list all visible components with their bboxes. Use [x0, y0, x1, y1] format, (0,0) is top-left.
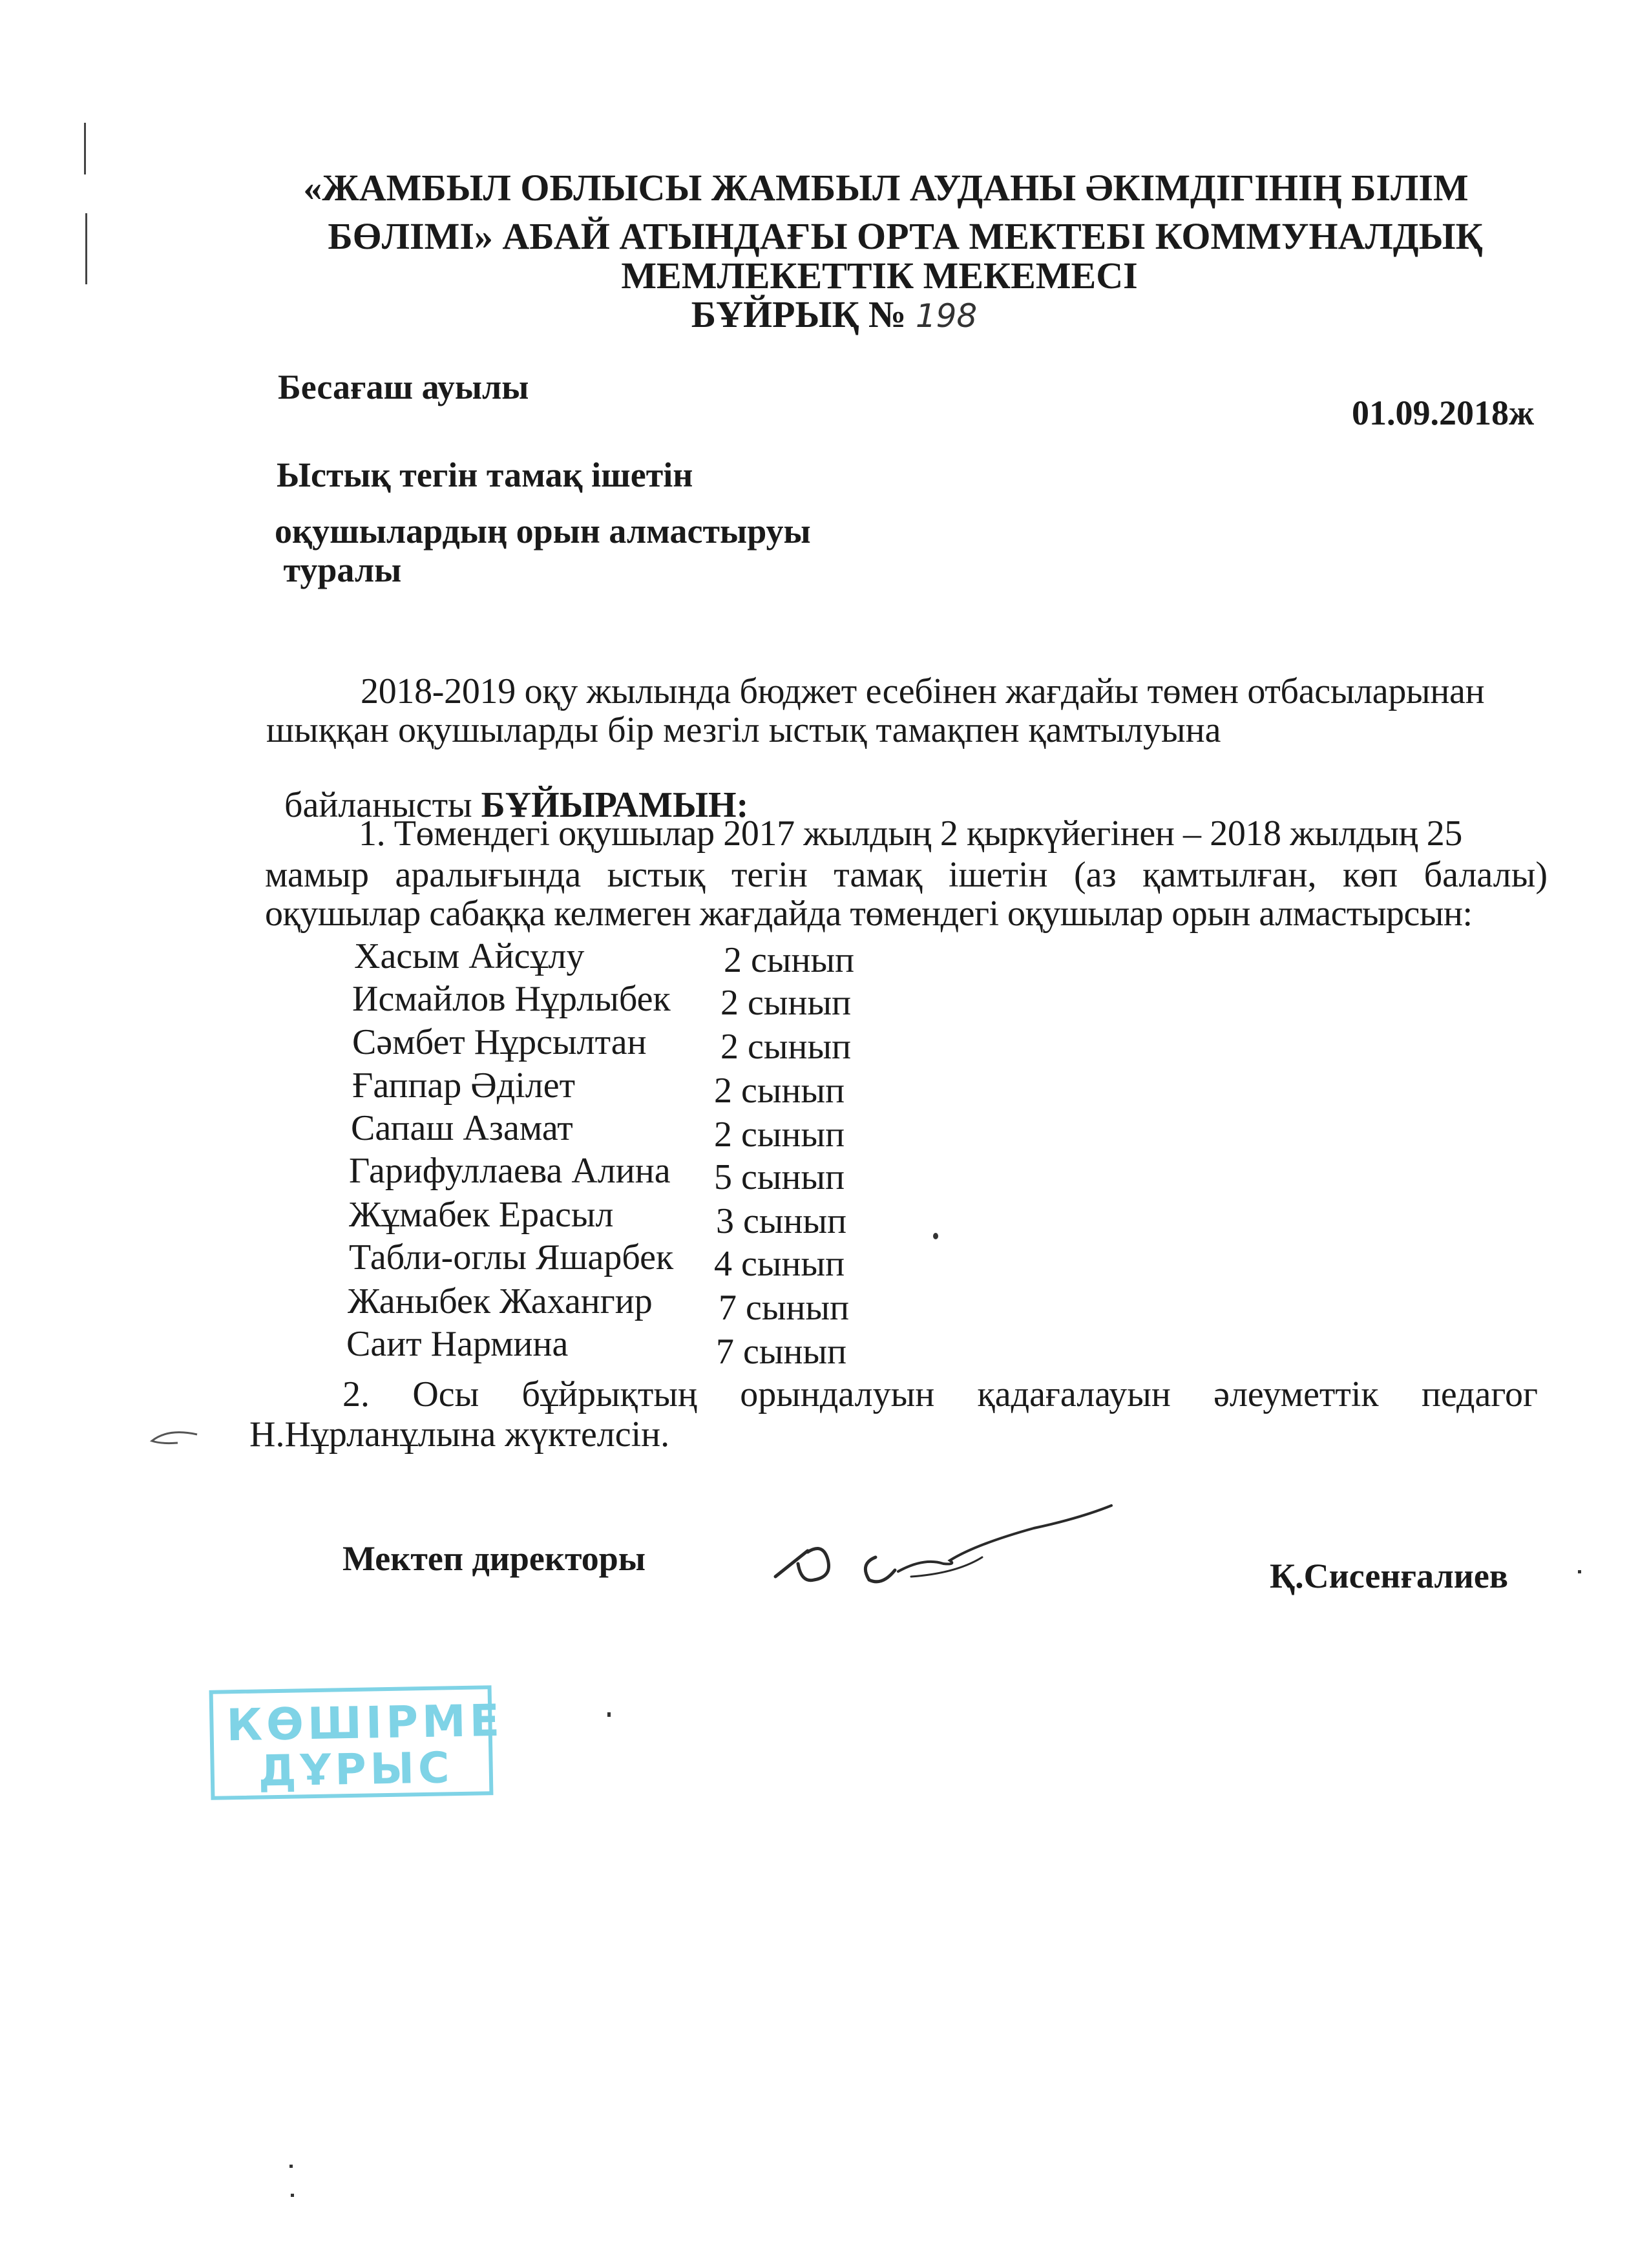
point-1-line-2 [265, 857, 1548, 893]
order-date: 01.09.2018ж [1352, 394, 1535, 432]
scan-dot [1578, 1570, 1581, 1573]
student-class: 2 сынып [724, 940, 855, 980]
point-1-line-1: 1. Төмендегі оқушылар 2017 жылдың 2 қыркүйегінен – 2018 жылдың 25 [359, 814, 1462, 854]
word: (аз [1073, 855, 1117, 895]
student-class: 2 сынып [720, 983, 852, 1023]
word: мамыр [265, 855, 369, 895]
word: әлеуметтік [1213, 1374, 1379, 1414]
subject-line-3: туралы [275, 551, 402, 589]
word: көп [1342, 855, 1398, 895]
order-directive: БҰЙЫРАМЫН: [481, 785, 749, 825]
student-class: 7 сынып [716, 1332, 847, 1372]
word: қамтылған, [1142, 855, 1317, 895]
institution-name-line-1: «ЖАМБЫЛ ОБЛЫСЫ ЖАМБЫЛ АУДАНЫ ӘКІМДІГІНІҢ БІЛІМ [303, 167, 1469, 209]
student-class: 5 сынып [714, 1157, 845, 1197]
word: бұйрықтың [521, 1374, 697, 1414]
student-class: 3 сынып [716, 1201, 847, 1241]
intro-line-3 [266, 751, 748, 823]
handwritten-signature [762, 1467, 1124, 1622]
point-1-line-3: оқушылар сабаққа келмеген жағдайда төмендегі оқушылар орын алмастырсын: [265, 894, 1473, 934]
point-2-line-1 [342, 1376, 1538, 1412]
place-name: Бесағаш ауылы [278, 368, 529, 406]
student-name: Сапаш Азамат [351, 1108, 573, 1148]
signatory-title: Мектеп директоры [342, 1539, 646, 1578]
student-class: 7 сынып [719, 1288, 850, 1328]
word: қадағалауын [977, 1374, 1171, 1414]
word: аралығында [395, 855, 582, 895]
word: Осы [412, 1374, 479, 1414]
order-label: БҰЙРЫҚ № [691, 293, 907, 335]
student-class: 2 сынып [714, 1115, 845, 1155]
word: тегін [731, 855, 808, 895]
signatory-name: Қ.Сисенғалиев [1270, 1557, 1509, 1595]
stamp-line-2: ДҰРЫС [258, 1743, 454, 1796]
scan-margin-mark [84, 123, 86, 174]
order-number: 198 [915, 297, 978, 335]
word: ішетін [948, 855, 1048, 895]
student-name: Сәмбет Нұрсылтан [352, 1022, 647, 1062]
stamp-line-1: КӨШІРМЕ [226, 1695, 504, 1752]
order-title [10, 293, 1649, 335]
student-name: Ғаппар Әділет [352, 1066, 576, 1106]
student-class: 2 сынып [714, 1071, 845, 1111]
word: педагог [1421, 1374, 1538, 1414]
student-class: 4 сынып [714, 1244, 845, 1284]
word: орындалуын [740, 1374, 935, 1414]
student-name: Жаныбек Жахангир [348, 1281, 653, 1321]
student-name: Саит Нармина [346, 1324, 569, 1364]
word: тамақ [834, 855, 923, 895]
word: ыстық [607, 855, 706, 895]
point-2-line-2: Н.Нұрланұлына жүктелсін. [249, 1414, 670, 1454]
scan-dot [607, 1712, 611, 1717]
institution-name-line-3: МЕМЛЕКЕТТІК МЕКЕМЕСІ [621, 255, 1138, 297]
student-name: Жұмабек Ерасыл [349, 1195, 614, 1235]
intro-line-1: 2018-2019 оқу жылында бюджет есебінен жағдайы төмен отбасыларынан [361, 671, 1485, 711]
student-class: 2 сынып [720, 1027, 852, 1067]
scan-dot [289, 2165, 293, 2168]
word: балалы) [1423, 855, 1548, 895]
student-name: Гарифуллаева Алина [349, 1151, 671, 1191]
word: 2. [342, 1374, 370, 1414]
subject-line-2: оқушылардың орын алмастыруы [275, 512, 811, 551]
intro-line-2: шыққан оқушыларды бір мезгіл ыстық тамақпен қамтылуына [266, 710, 1221, 750]
margin-scribble [142, 1422, 200, 1460]
scan-dot [933, 1233, 938, 1239]
student-name: Хасым Айсұлу [354, 936, 585, 976]
scan-dot [291, 2194, 294, 2197]
intro-line-3-text: байланысты [284, 785, 481, 825]
institution-name-line-2: БӨЛІМІ» АБАЙ АТЫНДАҒЫ ОРТА МЕКТЕБІ КОММУНАЛДЫҚ [328, 215, 1483, 257]
student-name: Исмайлов Нұрлыбек [352, 979, 671, 1019]
subject-line-1: Ыстық тегін тамақ ішетін [277, 456, 693, 494]
student-name: Табли-оглы Яшарбек [349, 1237, 674, 1277]
certified-copy-stamp [209, 1685, 504, 1800]
